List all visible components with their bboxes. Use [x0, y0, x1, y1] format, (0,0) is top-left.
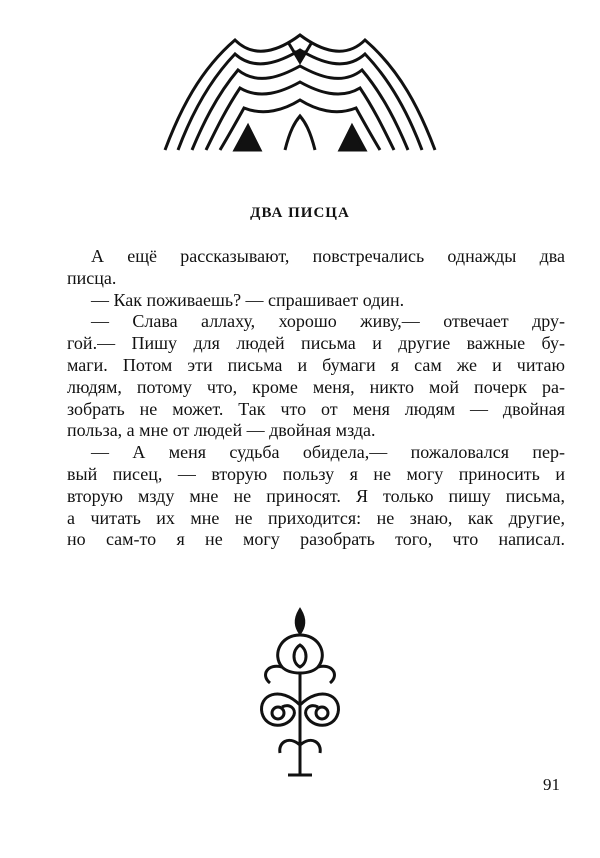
text-line: польза, а мне от людей — двойная мзда.: [67, 420, 376, 441]
page-number: 91: [543, 775, 560, 794]
text-line: — Как поживаешь? — спрашивает один.: [91, 289, 405, 310]
text-line: А ещё рассказывают, повстречались однажды два: [91, 246, 565, 266]
story-text: [67, 246, 565, 551]
text-line: писца.: [67, 267, 117, 288]
header-ornament: [160, 30, 440, 155]
text-line: — А меня судьба обидела,— пожаловался пер-: [91, 442, 565, 463]
text-line: маги. Потом эти письма и бумаги я сам же и читаю: [67, 354, 565, 375]
story-title: ДВА ПИСЦА: [250, 205, 350, 221]
text-line: вый писец, — вторую пользу я не могу приносить и: [67, 463, 565, 484]
text-line: но сам-то я не могу разобрать того, что написал.: [67, 529, 565, 550]
text-line: гой.— Пишу для людей письма и другие важные бу-: [67, 333, 565, 354]
flower-ornament: [250, 605, 350, 785]
text-line: зобрать не может. Так что от меня людям — двойная: [67, 398, 565, 419]
text-line: людям, потому что, кроме меня, никто мой почерк ра-: [67, 376, 565, 397]
text-line: а читать их мне не приходится: не знаю, как другие,: [67, 507, 565, 528]
text-line: — Слава аллаху, хорошо живу,— отвечает дру-: [91, 311, 565, 332]
text-line: вторую мзду мне не приносят. Я только пишу письма,: [67, 485, 565, 506]
